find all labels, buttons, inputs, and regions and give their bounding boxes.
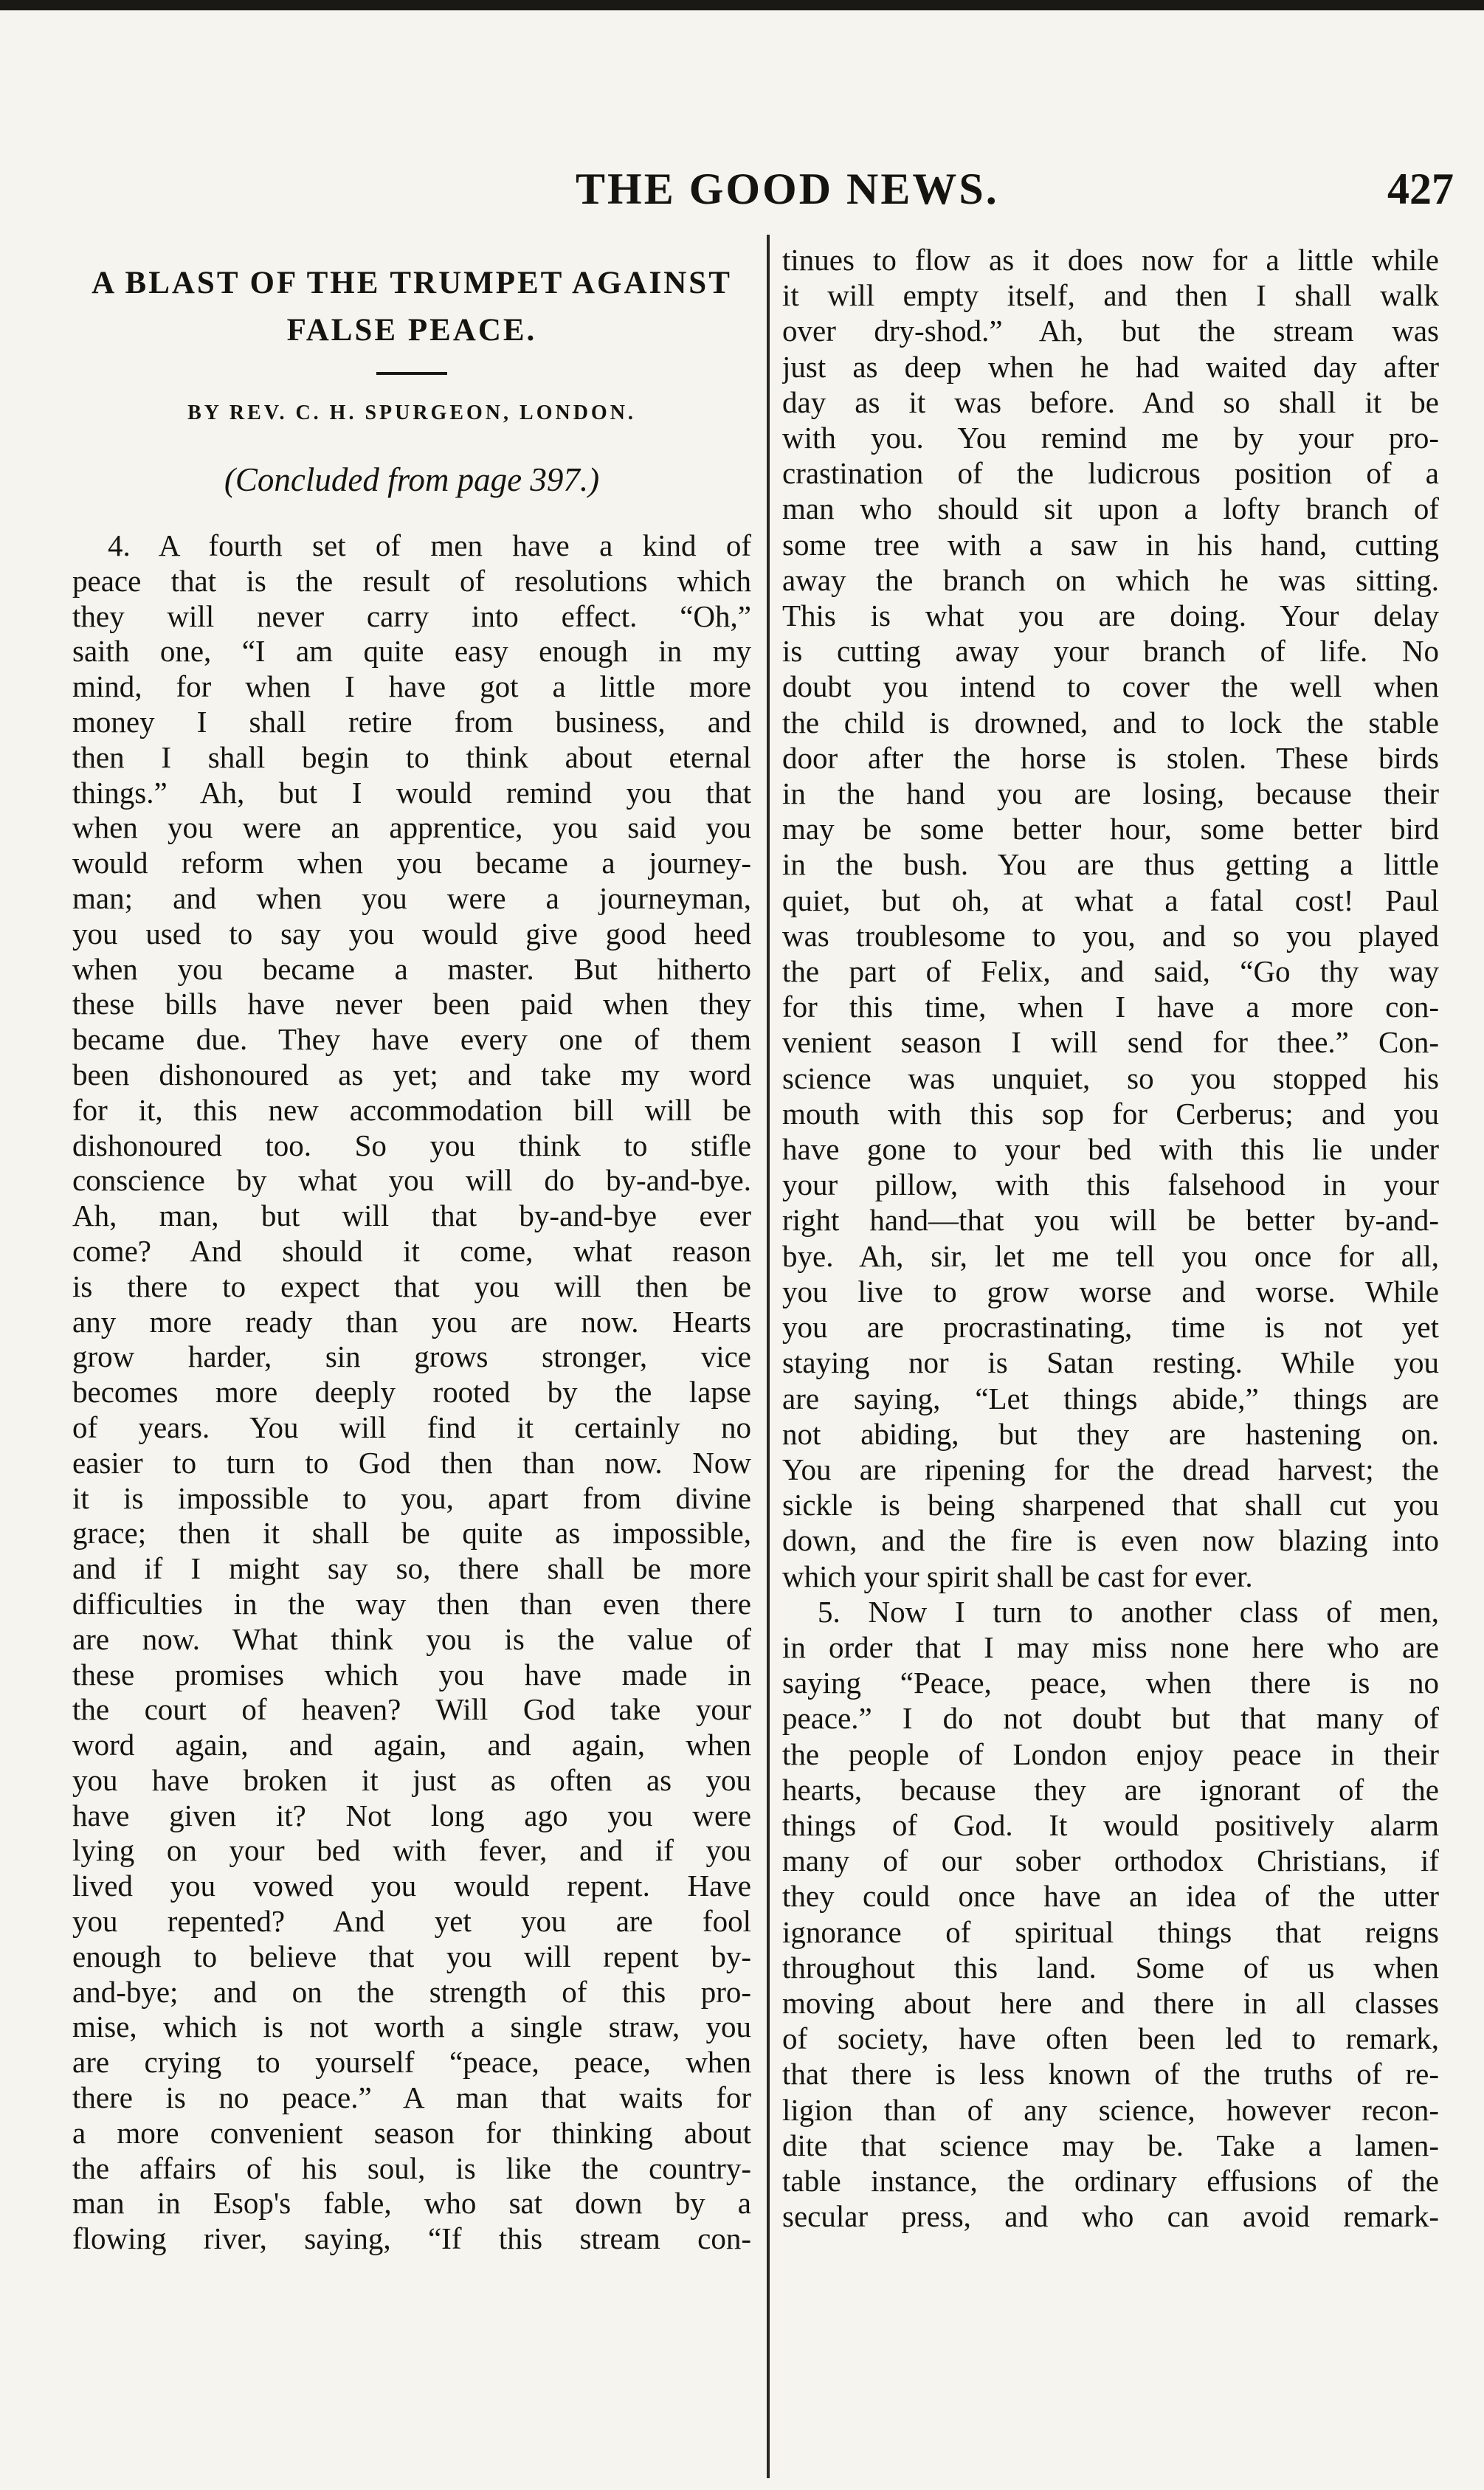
text-line: would reform when you became a journey-	[72, 846, 751, 880]
article-title: A BLAST OF THE TRUMPET AGAINST FALSE PEACE.	[92, 266, 732, 348]
text-line: a more convenient season for thinking about	[72, 2115, 751, 2150]
left-column	[72, 236, 751, 2257]
text-line: many of our sober orthodox Christians, if	[782, 1844, 1439, 1878]
text-line: becomes more deeply rooted by the lapse	[72, 1375, 751, 1410]
text-line: right hand—that you will be better by-and-	[782, 1203, 1439, 1238]
text-line: sickle is being sharpened that shall cut you	[782, 1488, 1439, 1522]
text-line: in order that I may miss none here who are	[782, 1629, 1439, 1664]
text-line: then I shall begin to think about eternal	[72, 739, 751, 774]
text-line: peace.” I do not doubt but that many of	[782, 1701, 1439, 1736]
text-line: of society, have often been led to remark,	[782, 2021, 1439, 2056]
text-line: staying nor is Satan resting. While you	[782, 1345, 1439, 1380]
title-rule	[376, 372, 447, 375]
text-line: was troublesome to you, and so you played	[782, 918, 1439, 953]
text-line: over dry-shod.” Ah, but the stream was	[782, 314, 1439, 348]
text-line: just as deep when he had waited day after	[782, 349, 1439, 384]
text-line: Ah, man, but will that by-and-bye ever	[72, 1199, 751, 1233]
text-line: man in Esop's fable, who sat down by a	[72, 2186, 751, 2221]
text-line: down, and the fire is even now blazing into	[782, 1523, 1439, 1558]
text-line: been dishonoured as yet; and take my word	[72, 1057, 751, 1091]
byline: BY REV. C. H. SPURGEON, LONDON.	[187, 401, 636, 424]
text-line: there is no peace.” A man that waits for	[72, 2080, 751, 2115]
text-line: come? And should it come, what reason	[72, 1233, 751, 1268]
text-line: science was unquiet, so you stopped his	[782, 1061, 1439, 1095]
text-line: away the branch on which he was sitting.	[782, 562, 1439, 597]
text-line: things of God. It would positively alarm	[782, 1807, 1439, 1842]
text-line: bye. Ah, sir, let me tell you once for all,	[782, 1238, 1439, 1273]
text-line: easier to turn to God then than now. Now	[72, 1445, 751, 1480]
text-line: 5. Now I turn to another class of men,	[818, 1594, 1439, 1629]
text-line: day as it was before. And so shall it be	[782, 384, 1439, 419]
text-line: secular press, and who can avoid remark-	[782, 2199, 1439, 2234]
text-line: and-bye; and on the strength of this pro-	[72, 1974, 751, 2009]
text-line: dishonoured too. So you think to stifle	[72, 1128, 751, 1162]
text-line: table instance, the ordinary effusions of the	[782, 2163, 1439, 2198]
top-border-rule	[0, 0, 1484, 10]
text-line: the child is drowned, and to lock the stable	[782, 705, 1439, 739]
text-line: the affairs of his soul, is like the country-	[72, 2151, 751, 2185]
text-line: hearts, because they are ignorant of the	[782, 1772, 1439, 1807]
text-line: which your spirit shall be cast for ever.	[782, 1559, 1253, 1593]
text-line: flowing river, saying, “If this stream con-	[72, 2221, 751, 2256]
text-line: when you were an apprentice, you said you	[72, 810, 751, 845]
text-line: difficulties in the way then than even there	[72, 1586, 751, 1621]
text-line: they will never carry into effect. “Oh,”	[72, 599, 751, 633]
text-line: conscience by what you will do by-and-bye.	[72, 1163, 751, 1198]
text-line: lying on your bed with fever, and if you	[72, 1833, 751, 1868]
text-line: man; and when you were a journeyman,	[72, 880, 751, 915]
right-column-body	[782, 242, 1439, 2234]
text-line: saying “Peace, peace, when there is no	[782, 1666, 1439, 1700]
text-line: door after the horse is stolen. These birds	[782, 740, 1439, 775]
text-line: grace; then it shall be quite as impossible,	[72, 1516, 751, 1551]
text-line: ligion than of any science, however recon-	[782, 2092, 1439, 2127]
text-line: it will empty itself, and then I shall walk	[782, 278, 1439, 313]
text-line: of years. You will find it certainly no	[72, 1410, 751, 1444]
text-line: are now. What think you is the value of	[72, 1621, 751, 1656]
text-line: your pillow, with this falsehood in your	[782, 1168, 1439, 1202]
text-line: throughout this land. Some of us when	[782, 1950, 1439, 1984]
text-line: that there is less known of the truths of re-	[782, 2057, 1439, 2091]
text-line: you have broken it just as often as you	[72, 1762, 751, 1797]
right-column	[782, 236, 1439, 2234]
text-line: mouth with this sop for Cerberus; and you	[782, 1096, 1439, 1131]
continued-note: (Concluded from page 397.)	[224, 461, 600, 498]
text-line: not abiding, but they are hastening on.	[782, 1416, 1439, 1451]
text-line: This is what you are doing. Your delay	[782, 599, 1439, 633]
page-number: 427	[1387, 165, 1454, 213]
text-line: mise, which is not worth a single straw, you	[72, 2010, 751, 2044]
left-column-body	[72, 528, 751, 2257]
text-line: you live to grow worse and worse. While	[782, 1274, 1439, 1308]
text-line: the people of London enjoy peace in their	[782, 1737, 1439, 1771]
running-head: THE GOOD NEWS.	[576, 165, 999, 213]
text-line: for this time, when I have a more con-	[782, 990, 1439, 1024]
text-line: are saying, “Let things abide,” things are	[782, 1381, 1439, 1415]
text-line: grow harder, sin grows stronger, vice	[72, 1339, 751, 1374]
text-line: dite that science may be. Take a lamen-	[782, 2128, 1439, 2162]
text-line: money I shall retire from business, and	[72, 704, 751, 739]
text-line: mind, for when I have got a little more	[72, 669, 751, 704]
text-line: have given it? Not long ago you were	[72, 1798, 751, 1832]
text-line: became due. They have every one of them	[72, 1022, 751, 1057]
text-line: moving about here and there in all classes	[782, 1985, 1439, 2020]
text-line: the court of heaven? Will God take your	[72, 1692, 751, 1727]
text-line: these bills have never been paid when they	[72, 987, 751, 1021]
text-line: have gone to your bed with this lie under	[782, 1132, 1439, 1167]
text-line: word again, and again, and again, when	[72, 1728, 751, 1762]
text-line: peace that is the result of resolutions which	[72, 563, 751, 598]
text-line: are crying to yourself “peace, peace, when	[72, 2045, 751, 2080]
text-line: venient season I will send for thee.” Con-	[782, 1025, 1439, 1060]
column-divider	[767, 235, 770, 2478]
text-line: crastination of the ludicrous position of a	[782, 456, 1439, 491]
text-line: is there to expect that you will then be	[72, 1269, 751, 1303]
text-line: some tree with a saw in his hand, cutting	[782, 527, 1439, 562]
text-line: with you. You remind me by your pro-	[782, 421, 1439, 455]
text-line: things.” Ah, but I would remind you that	[72, 775, 751, 810]
text-line: ignorance of spiritual things that reigns	[782, 1914, 1439, 1949]
text-line: tinues to flow as it does now for a little while	[782, 243, 1439, 277]
text-line: doubt you intend to cover the well when	[782, 669, 1439, 704]
text-line: when you became a master. But hitherto	[72, 951, 751, 986]
text-line: is cutting away your branch of life. No	[782, 634, 1439, 669]
text-line: lived you vowed you would repent. Have	[72, 1869, 751, 1903]
text-line: they could once have an idea of the utter	[782, 1879, 1439, 1914]
text-line: You are ripening for the dread harvest; the	[782, 1452, 1439, 1486]
text-line: you repented? And yet you are fool	[72, 1904, 751, 1939]
text-line: and if I might say so, there shall be more	[72, 1551, 751, 1586]
text-line: these promises which you have made in	[72, 1657, 751, 1691]
text-line: 4. A fourth set of men have a kind of	[108, 528, 751, 562]
text-line: the part of Felix, and said, “Go thy way	[782, 954, 1439, 989]
text-line: man who should sit upon a lofty branch of	[782, 492, 1439, 526]
text-line: it is impossible to you, apart from divine	[72, 1480, 751, 1515]
text-line: in the hand you are losing, because their	[782, 776, 1439, 811]
text-line: may be some better hour, some better bird	[782, 812, 1439, 846]
text-line: you used to say you would give good heed	[72, 916, 751, 951]
text-line: for it, this new accommodation bill will be	[72, 1092, 751, 1127]
text-line: saith one, “I am quite easy enough in my	[72, 634, 751, 669]
text-line: you are procrastinating, time is not yet	[782, 1310, 1439, 1345]
text-line: quiet, but oh, at what a fatal cost! Paul	[782, 883, 1439, 917]
text-line: in the bush. You are thus getting a little	[782, 847, 1439, 882]
text-line: any more ready than you are now. Hearts	[72, 1304, 751, 1339]
text-line: enough to believe that you will repent by-	[72, 1939, 751, 1973]
